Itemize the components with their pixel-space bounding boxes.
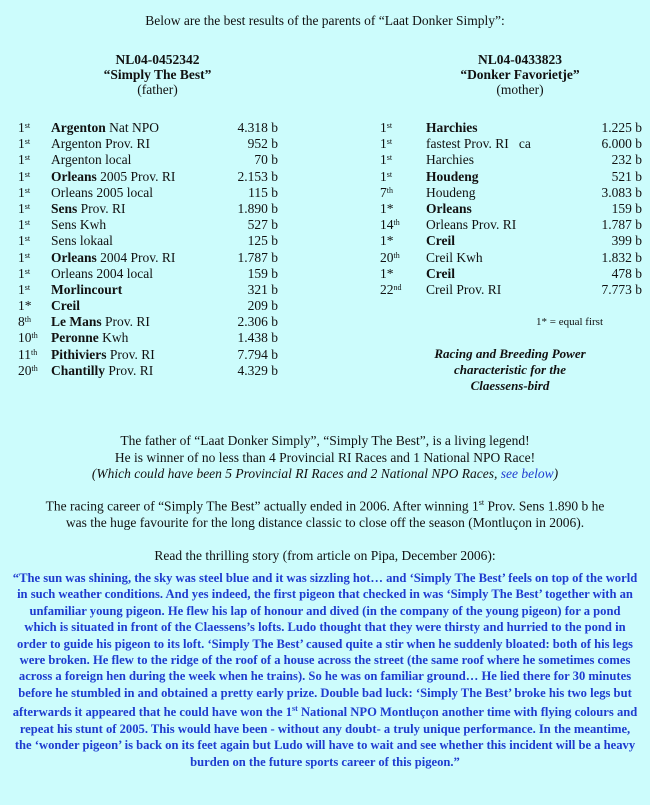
result-location: Pithiviers bbox=[51, 346, 107, 362]
result-birds: 527 b bbox=[247, 217, 278, 233]
result-place bbox=[380, 169, 392, 185]
result-place-suffix: st bbox=[24, 201, 31, 211]
result-place-number: 1 bbox=[18, 200, 25, 216]
result-place-number: 1 bbox=[18, 184, 25, 200]
result-race bbox=[426, 282, 501, 298]
result-place-number: 1 bbox=[18, 265, 25, 281]
result-place-suffix: st bbox=[24, 250, 31, 260]
result-race bbox=[51, 363, 153, 379]
result-place-number: 1* bbox=[380, 200, 394, 216]
result-place bbox=[18, 136, 30, 152]
father-results-list bbox=[18, 120, 278, 379]
result-race-detail: Prov. RI bbox=[467, 217, 517, 233]
equal-first-note: 1* = equal first bbox=[536, 316, 603, 328]
result-race bbox=[51, 233, 113, 249]
result-place-suffix: st bbox=[24, 121, 31, 130]
tagline-line: Claessens-bird bbox=[470, 378, 550, 393]
result-place-suffix: th bbox=[31, 363, 38, 373]
result-birds: 321 b bbox=[247, 281, 278, 297]
result-birds: 399 b bbox=[611, 233, 642, 249]
result-race bbox=[51, 330, 128, 346]
result-birds: 70 b bbox=[254, 152, 278, 168]
career-line: was the huge favourite for the long distance classic to close off the season (Montluçon in 2006). bbox=[65, 515, 585, 530]
result-location: Creil bbox=[426, 233, 455, 249]
legend-line-end: ) bbox=[553, 466, 559, 481]
result-row bbox=[380, 152, 642, 168]
result-race-detail: ca bbox=[508, 136, 531, 152]
story-text: “The sun was shining, the sky was steel blue and it was sizzling hot… and ‘Simply The Best’ feels on top of the world in such weather conditions. And yes indeed, the first pigeon that checked in was ‘Simply The Best’ together with an unfamiliar young pigeon. He flew his lap of honour and dived (in the company of the young pigeon) for a pond which is situated in front of the Claessens’s lofts. Ludo thought that they were thirsty and hurried to the pond in order to guide his pigeon to its loft. ‘Simply The Best’ caused quite a stir when he suddenly bloated: both of his legs were broken. He flew to the ridge of the roof of a house across the street (the same roof where he sometimes comes across a foreign hen during the week when he trains). So he was on familiar ground… He lied there for 30 minutes before he stumbled in and obtained a pretty early prize. Double bad luck: ‘Simply The Best’ broke his two legs but afterwards it appeared that he could have won the 1 bbox=[12, 571, 638, 720]
result-place-number: 1* bbox=[18, 298, 32, 314]
result-place bbox=[18, 363, 38, 379]
father-header bbox=[60, 52, 255, 97]
result-row bbox=[380, 185, 642, 201]
result-place-suffix: st bbox=[24, 137, 31, 147]
result-race bbox=[51, 120, 159, 136]
result-location: Orleans bbox=[51, 168, 97, 184]
result-location: Morlincourt bbox=[51, 281, 123, 297]
result-place bbox=[380, 217, 400, 233]
result-place-number: 1 bbox=[18, 281, 25, 297]
result-race bbox=[51, 347, 155, 363]
result-location: Argenton bbox=[51, 152, 102, 168]
result-birds: 1.832 b bbox=[601, 249, 642, 265]
result-race bbox=[426, 185, 476, 201]
career-paragraph bbox=[0, 495, 650, 532]
result-race bbox=[51, 185, 153, 201]
result-row bbox=[18, 185, 278, 201]
result-location: Houdeng bbox=[426, 168, 479, 184]
result-place-suffix: st bbox=[24, 282, 31, 292]
result-place-number: 10 bbox=[18, 330, 32, 346]
result-place bbox=[18, 266, 30, 282]
result-place-suffix: th bbox=[393, 218, 400, 228]
result-location: Sens bbox=[51, 217, 77, 233]
result-birds: 1.438 b bbox=[237, 330, 278, 346]
result-place-number: 8 bbox=[18, 314, 25, 330]
result-race-detail: 2004 Prov. RI bbox=[96, 249, 176, 265]
result-row bbox=[18, 363, 278, 379]
result-race-detail: 2005 Prov. RI bbox=[96, 168, 176, 184]
result-place bbox=[18, 152, 30, 168]
result-place-suffix: nd bbox=[393, 282, 402, 292]
result-location: Orleans bbox=[426, 217, 468, 233]
result-race bbox=[426, 233, 455, 249]
result-row bbox=[18, 330, 278, 346]
result-location: Argenton bbox=[51, 120, 106, 135]
result-race-detail: lokaal bbox=[76, 233, 113, 249]
result-birds: 159 b bbox=[247, 265, 278, 281]
result-place-number: 20 bbox=[18, 362, 32, 378]
result-race bbox=[426, 136, 531, 152]
result-row bbox=[18, 314, 278, 330]
result-row bbox=[18, 266, 278, 282]
result-race bbox=[51, 217, 106, 233]
result-row bbox=[380, 169, 642, 185]
result-row bbox=[18, 152, 278, 168]
result-race bbox=[51, 250, 175, 266]
result-location: Harchies bbox=[426, 152, 474, 168]
result-place-number: 1 bbox=[380, 168, 387, 184]
result-race-detail: Prov. RI bbox=[105, 362, 154, 378]
result-place-number: 1 bbox=[18, 233, 25, 249]
result-row bbox=[380, 282, 642, 298]
result-birds: 7.773 b bbox=[601, 281, 642, 297]
result-birds: 1.890 b bbox=[237, 200, 278, 216]
result-place bbox=[380, 120, 392, 136]
intro-text: Below are the best results of the parents of “Laat Donker Simply”: bbox=[145, 13, 505, 28]
result-place bbox=[380, 250, 400, 266]
result-birds: 1.787 b bbox=[601, 217, 642, 233]
result-place-number: 11 bbox=[18, 346, 31, 362]
result-race-detail: Prov. RI bbox=[106, 346, 155, 362]
career-sup: st bbox=[478, 498, 485, 507]
result-race-detail: 2005 local bbox=[92, 184, 153, 200]
result-birds: 3.083 b bbox=[601, 184, 642, 200]
result-location: Creil bbox=[426, 265, 455, 281]
result-location: Creil bbox=[426, 281, 453, 297]
result-row bbox=[18, 201, 278, 217]
story-intro: Read the thrilling story (from article on Pipa, December 2006): bbox=[154, 548, 496, 563]
result-row bbox=[18, 217, 278, 233]
result-row bbox=[380, 201, 642, 217]
result-place-suffix: th bbox=[31, 331, 38, 341]
result-place bbox=[18, 185, 30, 201]
result-birds: 521 b bbox=[611, 168, 642, 184]
result-birds: 7.794 b bbox=[237, 346, 278, 362]
legend-line: The father of “Laat Donker Simply”, “Simply The Best”, is a living legend! bbox=[120, 433, 530, 448]
tagline bbox=[400, 346, 620, 394]
result-place bbox=[18, 282, 30, 298]
career-text: The racing career of “Simply The Best” actually ended in 2006. After winning 1 bbox=[45, 498, 479, 514]
father-ring-number: NL04-0452342 bbox=[115, 52, 200, 67]
result-place bbox=[18, 298, 32, 314]
result-location: Peronne bbox=[51, 330, 99, 346]
result-place-suffix: st bbox=[24, 218, 31, 228]
result-row bbox=[18, 120, 278, 136]
result-location: Creil bbox=[426, 249, 453, 265]
result-race bbox=[51, 201, 126, 217]
result-race bbox=[51, 314, 150, 330]
story-text-end: National NPO Montluçon another time with flying colours and repeat his stunt of 2005. This would have been - without any doubt- a truly unique performance. In the meantime, the ‘wonder pigeon’ is back on its feet again but Ludo will have to wait and see whether this incident will be a heavy burden on the future sports career of this pigeon.” bbox=[14, 705, 638, 769]
result-place-suffix: st bbox=[386, 153, 393, 163]
result-birds: 952 b bbox=[247, 136, 278, 152]
result-place-number: 1* bbox=[380, 265, 394, 281]
story-quote bbox=[12, 570, 638, 770]
result-birds: 6.000 b bbox=[601, 136, 642, 152]
result-place-suffix: st bbox=[24, 169, 31, 179]
result-row bbox=[18, 282, 278, 298]
result-row bbox=[380, 120, 642, 136]
result-place-number: 14 bbox=[380, 217, 394, 233]
result-race bbox=[426, 250, 483, 266]
result-row bbox=[18, 169, 278, 185]
tagline-line: Racing and Breeding Power bbox=[434, 346, 586, 361]
result-birds: 115 b bbox=[248, 184, 278, 200]
mother-ring-number: NL04-0433823 bbox=[478, 52, 562, 67]
mother-header bbox=[430, 52, 610, 97]
result-birds: 159 b bbox=[611, 200, 642, 216]
result-place-number: 1 bbox=[18, 217, 25, 233]
career-text-end: Prov. Sens 1.890 b he bbox=[484, 498, 605, 514]
result-race bbox=[426, 217, 516, 233]
result-race-detail: Prov. RI bbox=[101, 136, 151, 152]
result-race bbox=[51, 169, 175, 185]
result-place-suffix: st bbox=[24, 234, 31, 244]
result-race bbox=[426, 120, 478, 136]
result-race bbox=[426, 169, 479, 185]
result-location: Argenton bbox=[51, 136, 102, 152]
result-row bbox=[18, 136, 278, 152]
result-place-number: 1 bbox=[18, 136, 25, 152]
result-birds: 4.318 b bbox=[237, 120, 278, 135]
result-location: Houdeng bbox=[426, 184, 476, 200]
father-role: (father) bbox=[137, 82, 178, 97]
result-place-suffix: th bbox=[24, 315, 31, 325]
result-place-suffix: th bbox=[31, 347, 38, 357]
result-place-suffix: st bbox=[24, 153, 31, 163]
result-place-suffix: st bbox=[24, 266, 31, 276]
result-birds: 232 b bbox=[611, 152, 642, 168]
result-race bbox=[51, 136, 150, 152]
result-location: Orleans bbox=[51, 249, 97, 265]
mother-results-list bbox=[380, 120, 642, 298]
result-row bbox=[380, 217, 642, 233]
result-location: fastest Prov. RI bbox=[426, 136, 509, 152]
legend-paragraph bbox=[0, 433, 650, 483]
result-place bbox=[18, 314, 31, 330]
result-place bbox=[18, 330, 38, 346]
result-place bbox=[18, 120, 30, 136]
result-place-number: 22 bbox=[380, 281, 394, 297]
result-race bbox=[426, 201, 472, 217]
result-row bbox=[380, 250, 642, 266]
result-place bbox=[18, 169, 30, 185]
result-place-suffix: st bbox=[24, 185, 31, 195]
result-place bbox=[380, 233, 394, 249]
father-name: “Simply The Best” bbox=[103, 67, 212, 82]
result-row bbox=[380, 233, 642, 249]
tagline-line: characteristic for the bbox=[454, 362, 566, 377]
result-location: Sens bbox=[51, 233, 77, 249]
result-location: Orleans bbox=[51, 265, 93, 281]
result-place-suffix: st bbox=[386, 169, 393, 179]
result-row bbox=[18, 233, 278, 249]
result-race bbox=[51, 152, 131, 168]
result-place-number: 1 bbox=[18, 120, 25, 135]
result-place bbox=[18, 233, 30, 249]
result-row bbox=[18, 347, 278, 363]
result-place-number: 1 bbox=[380, 120, 387, 135]
result-birds: 1.787 b bbox=[237, 249, 278, 265]
result-race bbox=[51, 298, 80, 314]
result-race-detail: Prov. RI bbox=[101, 314, 150, 330]
result-location: Chantilly bbox=[51, 362, 106, 378]
result-place-suffix: st bbox=[386, 121, 393, 130]
result-location: Orleans bbox=[51, 184, 93, 200]
result-place-suffix: th bbox=[393, 250, 400, 260]
legend-line bbox=[0, 466, 650, 483]
result-birds: 4.329 b bbox=[237, 362, 278, 378]
result-birds: 2.306 b bbox=[237, 314, 278, 330]
result-birds: 2.153 b bbox=[237, 168, 278, 184]
result-place bbox=[18, 201, 30, 217]
result-place bbox=[380, 152, 392, 168]
legend-line: He is winner of no less than 4 Provincial RI Races and 1 National NPO Race! bbox=[114, 449, 536, 465]
see-below-link[interactable]: see below bbox=[500, 466, 554, 481]
result-race bbox=[426, 152, 474, 168]
result-race-detail: Prov. RI bbox=[453, 281, 502, 297]
result-birds: 478 b bbox=[611, 265, 642, 281]
mother-role: (mother) bbox=[496, 82, 544, 97]
result-row bbox=[380, 136, 642, 152]
mother-name: “Donker Favorietje” bbox=[460, 67, 580, 82]
story-sup: st bbox=[292, 704, 298, 714]
result-place-number: 1 bbox=[380, 136, 387, 152]
result-race bbox=[426, 266, 455, 282]
result-row bbox=[18, 298, 278, 314]
result-row bbox=[380, 266, 642, 282]
result-race-detail: Kwh bbox=[76, 217, 107, 233]
career-line bbox=[0, 495, 650, 515]
result-race-detail: Prov. RI bbox=[77, 200, 126, 216]
result-place bbox=[380, 266, 394, 282]
result-race-detail: local bbox=[101, 152, 132, 168]
result-race-detail: Nat NPO bbox=[105, 120, 159, 135]
result-race-detail: Kwh bbox=[98, 330, 129, 346]
result-place-number: 20 bbox=[380, 249, 394, 265]
result-place bbox=[380, 282, 402, 298]
result-birds: 209 b bbox=[247, 298, 278, 314]
legend-line-text: (Which could have been 5 Provincial RI Races and 2 National NPO Races, bbox=[91, 466, 501, 481]
result-place-number: 1 bbox=[18, 249, 25, 265]
result-race bbox=[51, 266, 153, 282]
result-place-number: 7 bbox=[380, 184, 387, 200]
result-row bbox=[18, 250, 278, 266]
result-location: Le Mans bbox=[51, 314, 102, 330]
result-location: Harchies bbox=[426, 120, 478, 135]
result-place-suffix: st bbox=[386, 137, 393, 147]
result-birds: 1.225 b bbox=[601, 120, 642, 135]
result-race-detail: Kwh bbox=[453, 249, 483, 265]
result-place-number: 1 bbox=[18, 152, 25, 168]
result-location: Creil bbox=[51, 298, 80, 314]
result-place bbox=[18, 347, 37, 363]
result-location: Orleans bbox=[426, 200, 472, 216]
result-birds: 125 b bbox=[247, 233, 278, 249]
result-place bbox=[18, 217, 30, 233]
result-place-number: 1 bbox=[18, 168, 25, 184]
result-place bbox=[380, 185, 393, 201]
result-place bbox=[18, 250, 30, 266]
result-race bbox=[51, 282, 122, 298]
result-place bbox=[380, 136, 392, 152]
result-place-suffix: th bbox=[386, 185, 393, 195]
result-place-number: 1* bbox=[380, 233, 394, 249]
result-place-number: 1 bbox=[380, 152, 387, 168]
result-place bbox=[380, 201, 394, 217]
result-location: Sens bbox=[51, 200, 78, 216]
result-race-detail: 2004 local bbox=[92, 265, 153, 281]
